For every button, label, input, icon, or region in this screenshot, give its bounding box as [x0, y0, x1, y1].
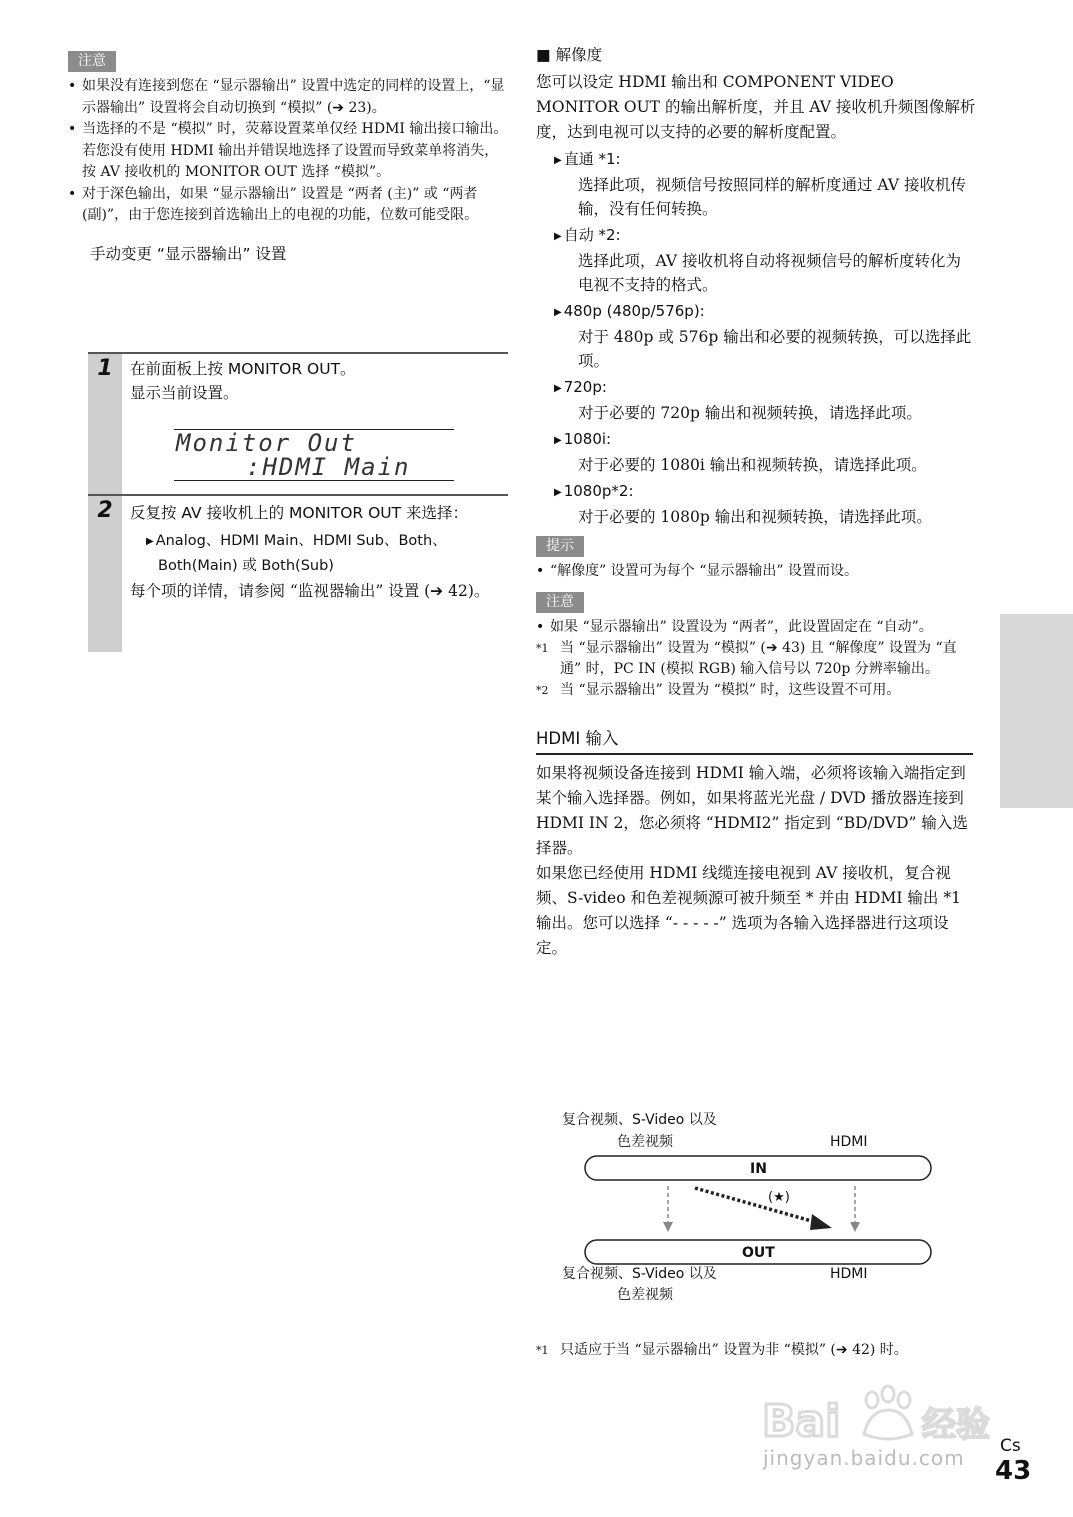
step-title: 在前面板上按 MONITOR OUT。 — [130, 360, 356, 378]
hdmi-upconvert-diagram — [560, 1106, 940, 1306]
footnote: *1 当 “显示器输出” 设置为 “模拟” (➔ 43) 且 “解像度” 设置为 “直通” 时，PC IN (模拟 RGB) 输入信号以 720p 分辨率输出。 — [536, 640, 957, 677]
step-text: 每个项的详情，请参阅 “监视器输出” 设置 (➔ 42)。 — [130, 582, 490, 600]
lcd-line-2: :HDMI Main — [246, 453, 411, 481]
options-line: ▶ Analog、HDMI Main、HDMI Sub、Both、 — [146, 533, 447, 549]
in-label: IN — [750, 1161, 767, 1177]
resolution-heading: ■ 解像度 — [536, 46, 603, 64]
arrow-down-icon — [850, 1222, 860, 1232]
diagram-label: 复合视频、S-Video 以及 — [562, 1266, 717, 1282]
out-label: OUT — [742, 1245, 775, 1261]
step-number: 1 — [88, 354, 122, 496]
options-line: Both(Main) 或 Both(Sub) — [158, 558, 334, 574]
lcd-line-1: Monitor Out — [176, 429, 357, 457]
upconvert-path — [695, 1188, 815, 1222]
hint-tag: 提示 — [536, 536, 584, 557]
note-item: • 当选择的不是 “模拟” 时，荧幕设置菜单仅经 HDMI 输出接口输出。若您没有使用 HDMI 输出并错误地选择了设置而导致菜单将消失，按 AV 接收机的 MONITOR OUT 选择 “模拟”。 — [68, 119, 508, 184]
resolution-item: ▶ 自动 *2: 选择此项，AV 接收机将自动将视频信号的解析度转化为电视不支持的格式。 — [554, 226, 962, 294]
hint-list — [536, 561, 976, 583]
arrow-diagonal-icon — [810, 1214, 832, 1230]
svg-text:经验: 经验 — [922, 1405, 990, 1445]
note-item: • 如果 “显示器输出” 设置设为 “两者”，此设置固定在 “自动”。 — [536, 617, 976, 639]
step-title: 反复按 AV 接收机上的 MONITOR OUT 来选择： — [130, 504, 469, 522]
step-text: 显示当前设置。 — [130, 384, 239, 402]
triangle-icon: ▶ — [554, 155, 562, 166]
diagram-label: 色差视频 — [617, 1134, 673, 1150]
manual-change-heading: 手动变更 “显示器输出” 设置 — [90, 244, 287, 263]
resolution-intro: 您可以设定 HDMI 输出和 COMPONENT VIDEO MONITOR OUT 的输出解析度，并且 AV 接收机升频图像解析度，达到电视可以支持的必要的解析度配置。 — [536, 73, 976, 141]
triangle-icon: ▶ — [554, 487, 562, 498]
note-tag: 注意 — [536, 592, 584, 613]
hdmi-input-para: 如果将视频设备连接到 HDMI 输入端，必须将该输入端指定到某个输入选择器。例如，如果将蓝光光盘 / DVD 播放器连接到 HDMI IN 2，您必须将 “HDMI2” 指定到 “BD/DVD” 输入选择器。 — [536, 764, 968, 857]
resolution-item: ▶ 1080p*2: 对于必要的 1080p 输出和视频转换，请选择此项。 — [554, 482, 932, 526]
step-1 — [88, 352, 508, 496]
hint-item: • “解像度” 设置可为每个 “显示器输出” 设置而设。 — [536, 561, 976, 583]
triangle-icon: ▶ — [146, 536, 154, 547]
svg-text:Bai: Bai — [762, 1396, 841, 1447]
page-language: Cs — [1000, 1436, 1021, 1456]
watermark-url: jingyan.baidu.com — [763, 1446, 965, 1470]
step-number: 2 — [88, 496, 122, 652]
lcd-display — [174, 429, 454, 481]
note-list — [68, 76, 508, 227]
note-item: • 对于深色输出，如果 “显示器输出” 设置是 “两者 (主)” 或 “两者 (副)”，由于您连接到首选输出上的电视的功能，位数可能受限。 — [68, 184, 508, 227]
diagram-label: HDMI — [830, 1134, 868, 1150]
triangle-icon: ▶ — [554, 231, 562, 242]
note-item: • 如果没有连接到您在 “显示器输出” 设置中选定的同样的设置上，“显示器输出” 设置将会自动切换到 “模拟” (➔ 23)。 — [68, 76, 508, 119]
resolution-item: ▶ 720p: 对于必要的 720p 输出和视频转换，请选择此项。 — [554, 378, 922, 422]
resolution-item: ▶ 直通 *1: 选择此项，视频信号按照同样的解析度通过 AV 接收机传输，没有任何转换。 — [554, 150, 966, 218]
resolution-item: ▶ 480p (480p/576p): 对于 480p 或 576p 输出和必要的视频转换，可以选择此项。 — [554, 302, 972, 370]
page-number: 43 — [995, 1456, 1032, 1486]
footnote: *2 当 “显示器输出” 设置为 “模拟” 时，这些设置不可用。 — [536, 682, 901, 698]
triangle-icon: ▶ — [554, 383, 562, 394]
note-list — [536, 617, 976, 639]
triangle-icon: ▶ — [554, 307, 562, 318]
side-tab — [1000, 614, 1073, 808]
left-column — [68, 50, 508, 265]
footnote: *1 只适应于当 “显示器输出” 设置为非 “模拟” (➔ 42) 时。 — [536, 1342, 908, 1358]
star-label: (★) — [768, 1190, 790, 1205]
diagram-label: HDMI — [830, 1266, 868, 1282]
arrow-down-icon — [663, 1222, 673, 1232]
note-tag: 注意 — [68, 51, 116, 72]
hdmi-input-heading: HDMI 输入 — [536, 727, 973, 755]
right-column — [536, 44, 976, 961]
hdmi-input-para: 如果您已经使用 HDMI 线缆连接电视到 AV 接收机，复合视频、S-video 和色差视频源可被升频至 * 并由 HDMI 输出 *1 输出。您可以选择 “- - - - -” 选项为各输入选择器进行这项设定。 — [536, 864, 961, 957]
diagram-label: 色差视频 — [617, 1287, 673, 1303]
diagram-label: 复合视频、S-Video 以及 — [562, 1112, 717, 1128]
step-2 — [88, 494, 508, 652]
triangle-icon: ▶ — [554, 435, 562, 446]
resolution-item: ▶ 1080i: 对于必要的 1080i 输出和视频转换，请选择此项。 — [554, 430, 927, 474]
